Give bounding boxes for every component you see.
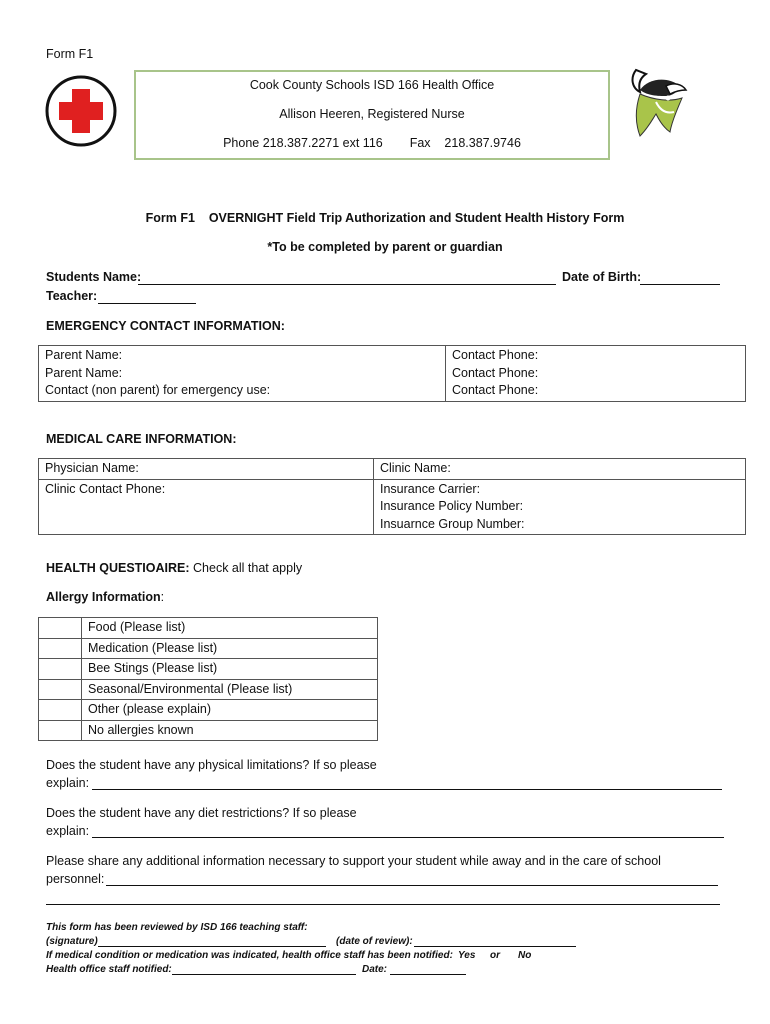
footer-yes-option[interactable]: Yes	[458, 950, 476, 961]
allergy-other-label: Other (please explain)	[82, 700, 378, 721]
insurance-policy-label: Insurance Policy Number:	[380, 499, 524, 513]
diet-question: Does the student have any diet restrictions? If so please	[46, 806, 357, 820]
physical-explain-label: explain:	[46, 776, 90, 790]
header-box	[134, 70, 610, 160]
header-school: Cook County Schools ISD 166 Health Office	[249, 78, 495, 92]
footer-date-review-line[interactable]	[414, 946, 576, 947]
emergency-left-cell[interactable]	[39, 346, 446, 402]
emergency-heading: EMERGENCY CONTACT INFORMATION:	[46, 319, 285, 333]
teacher-label: Teacher:	[46, 289, 98, 303]
allergy-food-checkbox[interactable]	[39, 618, 82, 639]
additional-info-question: Please share any additional information necessary to support your student while away and in the care of school	[46, 854, 661, 868]
physical-question: Does the student have any physical limitations? If so please	[46, 758, 377, 772]
table-row	[39, 638, 378, 659]
table-row	[39, 659, 378, 680]
form-title: Form F1 OVERNIGHT Field Trip Authorization and Student Health History Form	[145, 211, 625, 225]
allergy-medication-checkbox[interactable]	[39, 638, 82, 659]
allergy-heading: Allergy Information	[46, 590, 161, 604]
allergy-bee-stings-label: Bee Stings (Please list)	[82, 659, 378, 680]
dob-line[interactable]	[640, 284, 720, 285]
emergency-table	[38, 345, 746, 402]
contact-phone-2-label: Contact Phone:	[452, 365, 539, 380]
footer-date-line[interactable]	[390, 974, 466, 975]
parent-name-1-label: Parent Name:	[45, 348, 123, 362]
allergy-food-label: Food (Please list)	[82, 618, 378, 639]
teacher-line[interactable]	[98, 303, 196, 304]
table-row	[39, 700, 378, 721]
insurance-carrier-label: Insurance Carrier:	[380, 481, 481, 496]
contact-nonparent-label: Contact (non parent) for emergency use:	[45, 383, 271, 397]
medical-table	[38, 458, 746, 535]
emergency-right-cell[interactable]	[446, 346, 746, 402]
allergy-table	[38, 617, 378, 741]
allergy-none-label: No allergies known	[82, 720, 378, 741]
header-contact	[136, 136, 608, 150]
form-subtitle: *To be completed by parent or guardian	[267, 240, 503, 254]
allergy-seasonal-label: Seasonal/Environmental (Please list)	[82, 679, 378, 700]
footer-reviewed: This form has been reviewed by ISD 166 teaching staff:	[46, 922, 308, 933]
insurance-group-label: Insuarnce Group Number:	[380, 516, 525, 531]
medical-insurance-cell[interactable]	[374, 479, 746, 535]
allergy-heading-row	[46, 590, 164, 604]
health-instruction: Check all that apply	[193, 561, 303, 575]
diet-explain-label: explain:	[46, 824, 90, 838]
physical-explain-line[interactable]	[92, 789, 722, 790]
form-label: Form F1	[46, 47, 94, 61]
footer-signature-line[interactable]	[98, 946, 326, 947]
medical-clinic-phone-cell[interactable]	[39, 479, 374, 535]
students-name-label: Students Name:	[46, 270, 142, 284]
table-row	[39, 720, 378, 741]
allergy-colon: :	[160, 590, 165, 604]
diet-explain-line[interactable]	[92, 837, 724, 838]
students-name-line[interactable]	[138, 284, 556, 285]
health-heading-row	[46, 561, 302, 575]
footer-staff-label: Health office staff notified:	[46, 964, 172, 975]
allergy-none-checkbox[interactable]	[39, 720, 82, 741]
medical-physician-cell[interactable]	[39, 459, 374, 480]
table-row	[39, 618, 378, 639]
footer-notified-label: If medical condition or medication was indicated, health office staff has been notified:	[46, 950, 453, 961]
personnel-label: personnel:	[46, 872, 105, 886]
medical-clinic-name-cell[interactable]	[374, 459, 746, 480]
allergy-seasonal-checkbox[interactable]	[39, 679, 82, 700]
parent-name-2-label: Parent Name:	[45, 365, 123, 380]
footer-signature-label: (signature)	[46, 936, 98, 947]
footer-date-review-label: (date of review):	[336, 936, 413, 947]
red-cross-logo-icon	[44, 74, 118, 148]
physician-name-label: Physician Name:	[45, 461, 139, 475]
footer-or-text: or	[490, 950, 500, 961]
personnel-line-2[interactable]	[46, 904, 720, 905]
allergy-bee-stings-checkbox[interactable]	[39, 659, 82, 680]
clinic-name-label: Clinic Name:	[380, 461, 451, 475]
personnel-line-1[interactable]	[106, 885, 718, 886]
header-nurse: Allison Heeren, Registered Nurse	[279, 107, 465, 121]
clinic-phone-label: Clinic Contact Phone:	[45, 481, 166, 496]
allergy-other-checkbox[interactable]	[39, 700, 82, 721]
medical-heading: MEDICAL CARE INFORMATION:	[46, 432, 237, 446]
contact-phone-1-label: Contact Phone:	[452, 348, 539, 362]
footer-date-label: Date:	[362, 964, 388, 975]
allergy-medication-label: Medication (Please list)	[82, 638, 378, 659]
table-row	[39, 679, 378, 700]
header-fax: Fax 218.387.9746	[409, 136, 521, 150]
header-phone: Phone 218.387.2271 ext 116	[223, 136, 383, 150]
health-heading: HEALTH QUESTIOAIRE:	[46, 561, 190, 575]
footer-no-option[interactable]: No	[518, 950, 532, 961]
dob-label: Date of Birth:	[562, 270, 642, 284]
contact-phone-3-label: Contact Phone:	[452, 383, 539, 397]
footer-staff-line[interactable]	[172, 974, 356, 975]
viking-logo-icon	[626, 62, 690, 142]
